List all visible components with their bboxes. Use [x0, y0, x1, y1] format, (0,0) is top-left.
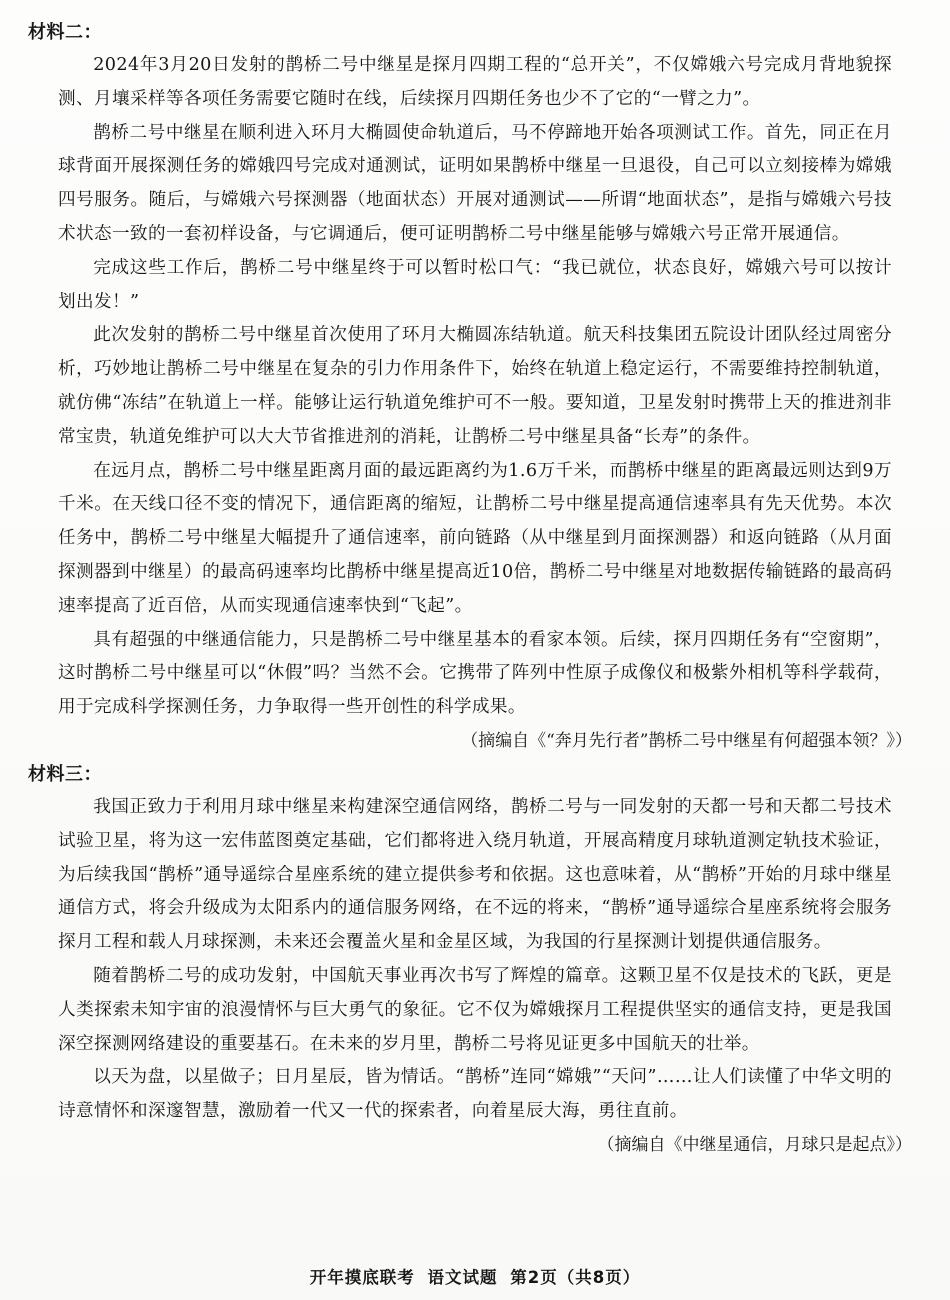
material-three-paragraph-3: 以天为盘，以星做子；日月星辰，皆为情话。“鹊桥”连同“嫦娥”“天问”……让人们读懂了中华文明的诗意情怀和深邃智慧，激励着一代又一代的探索者，向着星辰大海，勇往直前。 [58, 1067, 892, 1122]
material-two-paragraph-5: 在远月点，鹊桥二号中继星距离月面的最远距离约为1.6万千米，而鹊桥中继星的距离最远则达到9万千米。在天线口径不变的情况下，通信距离的缩短，让鹊桥二号中继星提高通信速率具有先天优势。本次任务中，鹊桥二号中继星大幅提升了通信速率，前向链路（从中继星到月面探测器）和返向链路（从月面探测器到中继星）的最高码速率均比鹊桥中继星提高近10倍，鹊桥二号中继星对地数据传输链路的最高码速率提高了近百倍，从而实现通信速率快到“飞起”。 [58, 460, 892, 616]
material-three-source: （摘编自《中继星通信，月球只是起点》） [597, 1134, 912, 1155]
material-two-paragraph-2: 鹊桥二号中继星在顺利进入环月大椭圆使命轨道后，马不停蹄地开始各项测试工作。首先，同正在月球背面开展探测任务的嫦娥四号完成对通测试，证明如果鹊桥中继星一旦退役，自己可以立刻接棒为嫦娥四号服务。随后，与嫦娥六号探测器（地面状态）开展对通测试——所谓“地面状态”，是指与嫦娥六号技术状态一致的一套初样设备，与它调通后，便可证明鹊桥二号中继星能够与嫦娥六号正常开展通信。 [58, 122, 892, 244]
material-three-paragraph-2: 随着鹊桥二号的成功发射，中国航天事业再次书写了辉煌的篇章。这颗卫星不仅是技术的飞跃，更是人类探索未知宇宙的浪漫情怀与巨大勇气的象征。它不仅为嫦娥探月工程提供坚实的通信支持，更是我国深空探测网络建设的重要基石。在未来的岁月里，鹊桥二号将见证更多中国航天的壮举。 [58, 965, 892, 1054]
material-two-section [28, 16, 912, 758]
material-two-paragraph-1: 2024年3月20日发射的鹊桥二号中继星是探月四期工程的“总开关”，不仅嫦娥六号完成月背地貌探测、月壤采样等各项任务需要它随时在线，后续探月四期任务也少不了它的“一臂之力”。 [58, 55, 892, 109]
material-two-paragraph-4: 此次发射的鹊桥二号中继星首次使用了环月大椭圆冻结轨道。航天科技集团五院设计团队经过周密分析，巧妙地让鹊桥二号中继星在复杂的引力作用条件下，始终在轨道上稳定运行，不需要维持控制轨道，就仿佛“冻结”在轨道上一样。能够让运行轨道免维护可不一般。要知道，卫星发射时携带上天的推进剂非常宝贵，轨道免维护可以大大节省推进剂的消耗，让鹊桥二号中继星具备“长寿”的条件。 [58, 325, 892, 447]
material-three-paragraph-1: 我国正致力于利用月球中继星来构建深空通信网络，鹊桥二号与一同发射的天都一号和天都二号技术试验卫星，将为这一宏伟蓝图奠定基础，它们都将进入绕月轨道，开展高精度月球轨道测定轨技术验证，为后续我国“鹊桥”通导遥综合星座系统的建立提供参考和依据。这也意味着，从“鹊桥”开始的月球中继星通信方式，将会升级成为太阳系内的通信服务网络，在不远的将来，“鹊桥”通导遥综合星座系统将会服务探月工程和载人月球探测，未来还会覆盖火星和金星区域，为我国的行星探测计划提供通信服务。 [58, 796, 892, 953]
material-two-heading: 材料二： [28, 22, 102, 43]
material-three-section [28, 758, 912, 1162]
page-footer: 开年摸底联考 语文试题 第2页（共8页） [309, 1268, 641, 1287]
material-two-paragraph-3: 完成这些工作后，鹊桥二号中继星终于可以暂时松口气：“我已就位，状态良好，嫦娥六号可以按计划出发！” [58, 257, 892, 312]
material-three-heading: 材料三： [28, 763, 102, 785]
material-two-source: （摘编自《“奔月先行者”鹊桥二号中继星有何超强本领？》） [461, 730, 912, 751]
material-two-paragraph-6: 具有超强的中继通信能力，只是鹊桥二号中继星基本的看家本领。后续，探月四期任务有“空窗期”，这时鹊桥二号中继星可以“休假”吗？当然不会。它携带了阵列中性原子成像仪和极紫外相机等科学载荷，用于完成科学探测任务，力争取得一些开创性的科学成果。 [58, 629, 892, 718]
